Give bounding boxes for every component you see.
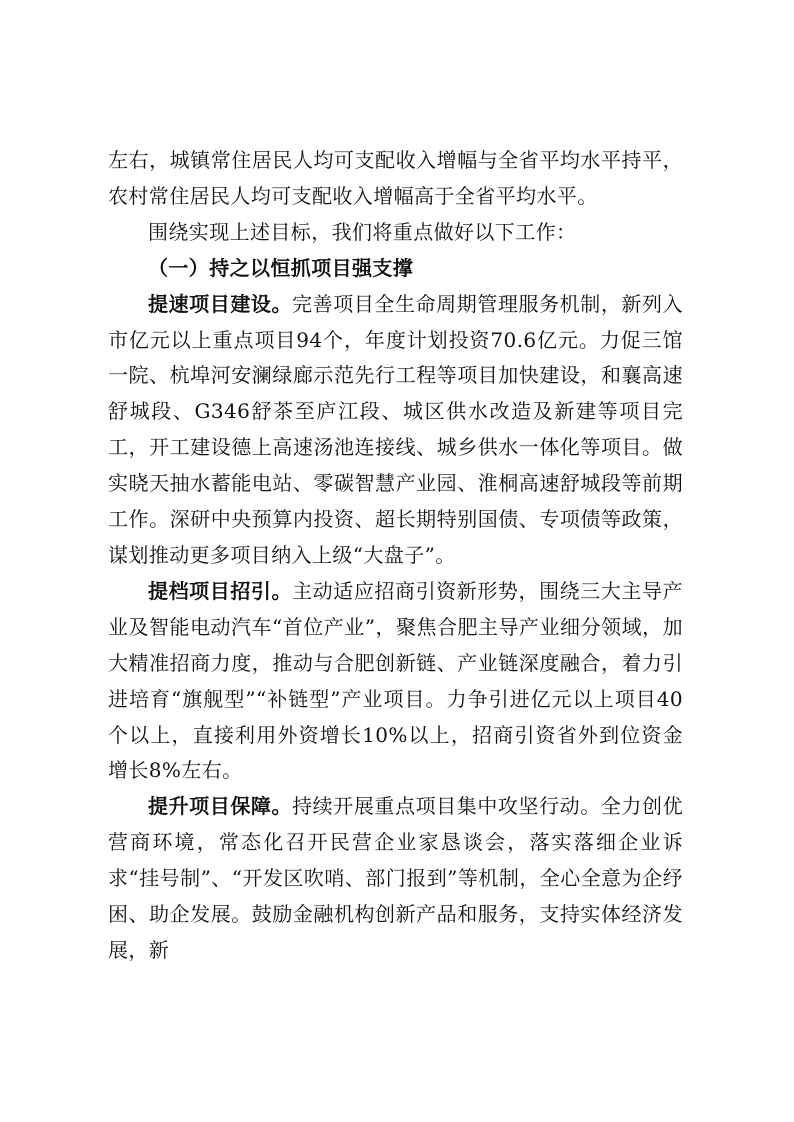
paragraph-project-attraction	[108, 574, 683, 789]
paragraph-text-support: 持续开展重点项目集中攻坚行动。全力创优营商环境，常态化召开民营企业家恳谈会，落实落细企业诉求“挂号制”、“开发区吹哨、部门报到”等机制，全心全意为企纾困、助企发展。鼓励金融机构创新产品和服务，支持实体经济发展，新	[108, 794, 683, 962]
paragraph-text-attraction: 主动适应招商引资新形势，围绕三大主导产业及智能电动汽车“首位产业”，聚焦合肥主导产业细分领域，加大精准招商力度，推动与合肥创新链、产业链深度融合，着力引进培育“旗舰型”“补链型”产业项目。力争引进亿元以上项目40个以上，直接利用外资增长10%以上，招商引资省外到位资金增长8%左右。	[108, 578, 683, 783]
paragraph-lead-attraction: 提档项目招引。	[148, 578, 293, 603]
paragraph-lead-construction: 提速项目建设。	[148, 291, 293, 316]
section-heading-projects: （一）持之以恒抓项目强支撑	[148, 255, 414, 280]
paragraph-project-support	[108, 789, 683, 969]
paragraph-text-construction: 完善项目全生命周期管理服务机制，新列入市亿元以上重点项目94个，年度计划投资70.6亿元。力促三馆一院、杭埠河安澜绿廊示范先行工程等项目加快建设，和襄高速舒城段、G346舒茶至庐江段、城区供水改造及新建等项目完工，开工建设德上高速汤池连接线、城乡供水一体化等项目。做实晓天抽水蓄能电站、零碳智慧产业园、淮桐高速舒城段等前期工作。深研中央预算内投资、超长期特别国债、专项债等政策，谋划推动更多项目纳入上级“大盘子”。	[108, 291, 683, 567]
paragraph-project-construction	[108, 287, 683, 574]
document-body	[108, 143, 683, 969]
paragraph-lead-support: 提升项目保障。	[148, 794, 293, 819]
paragraph-income-targets: 左右，城镇常住居民人均可支配收入增幅与全省平均水平持平，农村常住居民人均可支配收入增幅高于全省平均水平。	[108, 148, 683, 208]
paragraph-work-intro: 围绕实现上述目标，我们将重点做好以下工作：	[148, 219, 577, 244]
